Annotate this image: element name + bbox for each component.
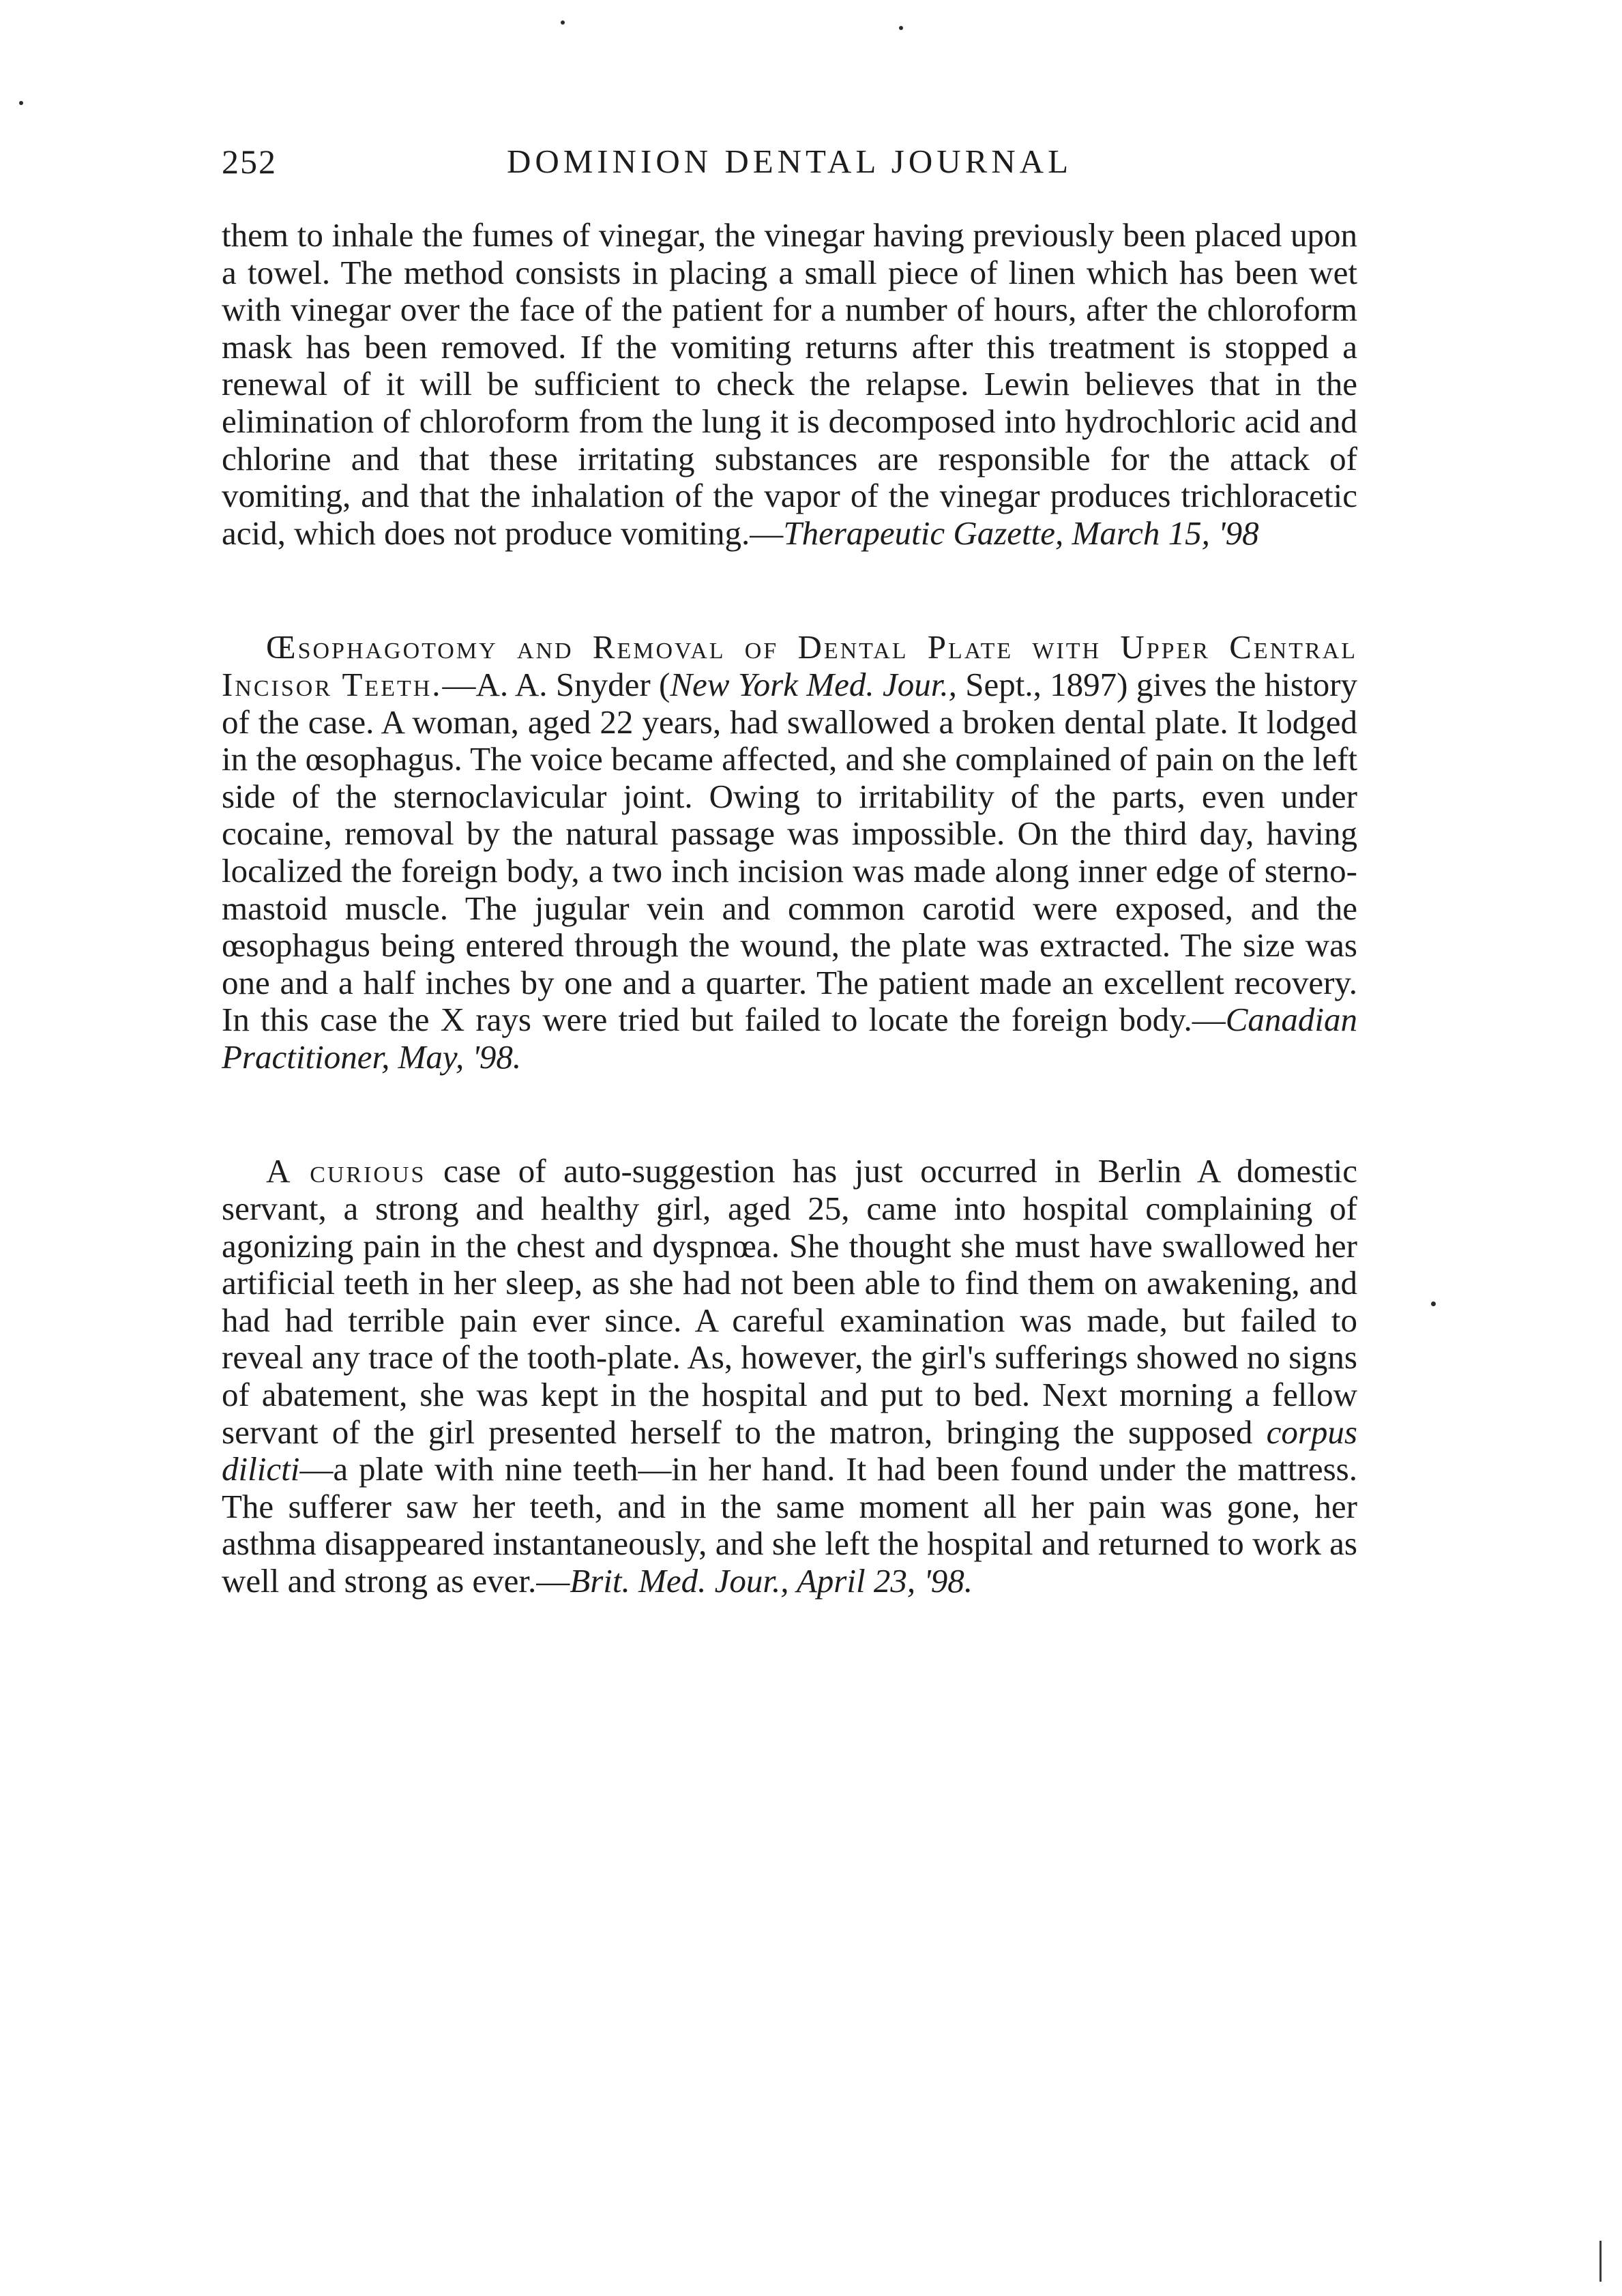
latin-phrase: corpus dilicti — [222, 1413, 1357, 1488]
citation: Brit. Med. Jour., April 23, '98. — [570, 1562, 973, 1600]
paragraph-text: them to inhale the fumes of vinegar, the vinegar having previously been placed upon a towel. The method consists in placing a small piece of linen which has been wet with vinegar over the face of the patient for a number of hours, after the chloroform mask has been removed. If the vomiting returns after this treatment is stopped a renewal of it will be sufficient to check the relapse. Lewin believes that in the elimination of chloroform from the lung it is decomposed into hydrochloric acid and chlorine and that these irritating substances are responsible for the attack of vomiting, and that the inhalation of the vapor of the vinegar produces trichloracetic acid, which does not produce vomiting.— — [222, 216, 1357, 552]
journal-title: DOMINION DENTAL JOURNAL — [506, 143, 1073, 180]
paragraph-text: —A. A. Snyder ( — [442, 665, 670, 703]
scan-speck — [899, 26, 903, 30]
paragraph-text: case of auto-suggestion has just occurred in Berlin A domestic servant, a strong and healthy girl, aged 25, came into hospital complaining of agonizing pain in the chest and dyspnœa. She thought she must have swallowed her artificial teeth in her sleep, as she had not been able to find them on awakening, and had had terrible pain ever since. A careful examination was made, but failed to reveal any trace of the tooth-plate. As, however, the girl's sufferings showed no signs of abatement, she was kept in the hospital and put to bed. Next morning a fellow servant of the girl presented herself to the matron, bringing the supposed — [222, 1152, 1357, 1451]
citation: Canadian Practitioner, May, '98. — [222, 1001, 1357, 1076]
lead-words: A curious — [266, 1152, 426, 1190]
scan-edge-mark — [1599, 2241, 1602, 2282]
paragraph-text: —a plate with nine teeth—in her hand. It had been found under the mattress. The sufferer saw her teeth, and in the same moment all her pain was gone, her asthma disappeared instantaneously, and she left the hospital and returned to work as well and strong as ever.— — [222, 1450, 1357, 1600]
inline-citation: New York Med. Jour., — [670, 665, 957, 703]
article-oesophagotomy — [222, 629, 1357, 1076]
article-vinegar-vomiting — [222, 217, 1357, 552]
page-number: 252 — [222, 143, 277, 181]
article-body — [222, 217, 1357, 1600]
citation: Therapeutic Gazette, March 15, '98 — [783, 514, 1259, 552]
paragraph-gap — [222, 1076, 1357, 1153]
paragraph-text: Sept., 1897) gives the history of the case. A woman, aged 22 years, had swallowed a broken dental plate. It lodged in the œsophagus. The voice became affected, and she complained of pain on the left side of the sternoclavicular joint. Owing to irritability of the parts, even under cocaine, removal by the natural passage was impossible. On the third day, having localized the foreign body, a two inch incision was made along inner edge of sterno-mastoid muscle. The jugular vein and common carotid were exposed, and the œsophagus being entered through the wound, the plate was extracted. The size was one and a half inches by one and a quarter. The patient made an excellent recovery. In this case the X rays were tried but failed to locate the foreign body.— — [222, 665, 1358, 1039]
paragraph-gap — [222, 552, 1357, 629]
scan-speck — [561, 20, 565, 25]
running-head — [222, 136, 1357, 198]
article-auto-suggestion — [222, 1153, 1357, 1600]
scan-speck — [19, 101, 23, 105]
article-title: Œsophagotomy and Removal of Dental Plate with Upper Central Incisor Teeth. — [222, 628, 1357, 703]
scan-speck — [1431, 1301, 1436, 1306]
